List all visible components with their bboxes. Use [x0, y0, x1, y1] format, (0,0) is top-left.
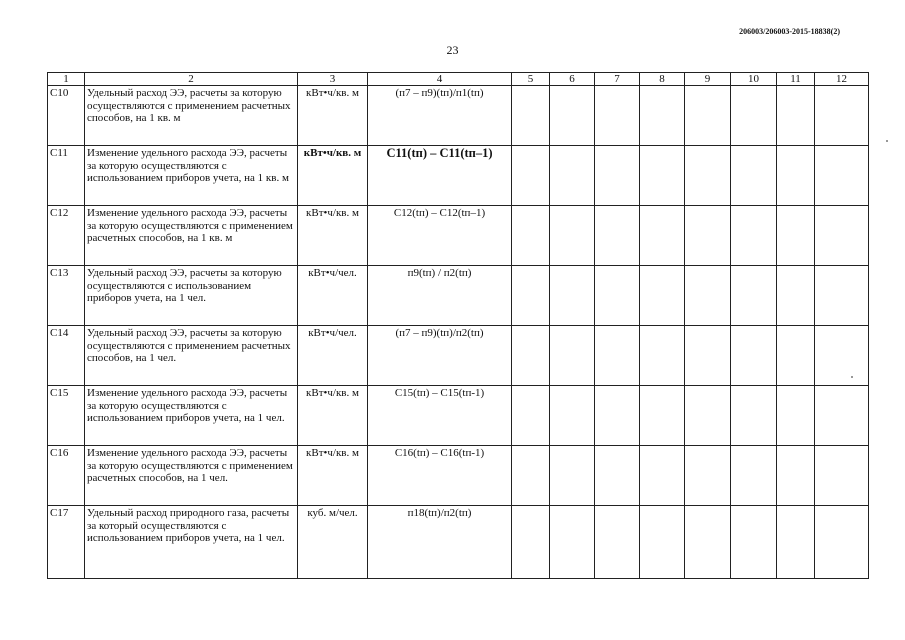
empty-cell: [640, 266, 685, 326]
table-row: [48, 446, 869, 506]
document-id: 206003/206003-2015-18838(2): [739, 27, 840, 36]
row-description: Изменение удельного расхода ЭЭ, расчеты за которую осуществляются с применением расчетных способов, на 1 чел.: [85, 446, 298, 506]
empty-cell: [550, 446, 595, 506]
empty-cell: [640, 386, 685, 446]
empty-cell: [512, 86, 550, 146]
empty-cell: [550, 506, 595, 579]
empty-cell: [512, 326, 550, 386]
row-description: Изменение удельного расхода ЭЭ, расчеты за которую осуществляются с использованием приборов учета, на 1 кв. м: [85, 146, 298, 206]
column-number: 12: [815, 73, 869, 86]
empty-cell: [685, 206, 731, 266]
row-unit: кВт•ч/чел.: [298, 266, 368, 326]
empty-cell: [777, 326, 815, 386]
empty-cell: [512, 446, 550, 506]
empty-cell: [685, 446, 731, 506]
empty-cell: [777, 506, 815, 579]
table-row: [48, 266, 869, 326]
empty-cell: [777, 266, 815, 326]
row-unit: кВт•ч/кв. м: [298, 446, 368, 506]
row-unit: кВт•ч/кв. м: [298, 386, 368, 446]
column-number: 4: [368, 73, 512, 86]
empty-cell: [685, 266, 731, 326]
empty-cell: [777, 206, 815, 266]
empty-cell: [550, 86, 595, 146]
row-code: C11: [48, 146, 85, 206]
empty-cell: [640, 506, 685, 579]
empty-cell: [815, 386, 869, 446]
row-description: Удельный расход ЭЭ, расчеты за которую осуществляются с применением расчетных способов, на 1 кв. м: [85, 86, 298, 146]
empty-cell: [685, 146, 731, 206]
table-row: [48, 86, 869, 146]
empty-cell: [815, 326, 869, 386]
row-formula: (п7 – п9)(tп)/п1(tп): [368, 86, 512, 146]
empty-cell: [595, 86, 640, 146]
row-formula: C12(tп) – C12(tп–1): [368, 206, 512, 266]
empty-cell: [550, 386, 595, 446]
empty-cell: [731, 266, 777, 326]
empty-cell: [731, 446, 777, 506]
empty-cell: [815, 446, 869, 506]
empty-cell: [731, 326, 777, 386]
scan-speck: [886, 140, 888, 142]
empty-cell: [777, 146, 815, 206]
empty-cell: [595, 386, 640, 446]
empty-cell: [640, 326, 685, 386]
table-row: [48, 506, 869, 579]
column-number: 7: [595, 73, 640, 86]
table-row: [48, 326, 869, 386]
empty-cell: [550, 266, 595, 326]
column-number: 9: [685, 73, 731, 86]
row-unit: куб. м/чел.: [298, 506, 368, 579]
row-description: Удельный расход природного газа, расчеты за который осуществляются с использованием приборов учета, на 1 чел.: [85, 506, 298, 579]
empty-cell: [815, 506, 869, 579]
empty-cell: [640, 146, 685, 206]
empty-cell: [595, 266, 640, 326]
column-number: 8: [640, 73, 685, 86]
empty-cell: [595, 146, 640, 206]
empty-cell: [815, 266, 869, 326]
column-number: 5: [512, 73, 550, 86]
empty-cell: [550, 206, 595, 266]
empty-cell: [640, 86, 685, 146]
row-code: C16: [48, 446, 85, 506]
empty-cell: [640, 206, 685, 266]
row-code: C12: [48, 206, 85, 266]
data-table: [47, 72, 869, 579]
empty-cell: [731, 386, 777, 446]
empty-cell: [595, 326, 640, 386]
page-number: 23: [446, 43, 459, 57]
empty-cell: [815, 86, 869, 146]
empty-cell: [731, 206, 777, 266]
row-code: C13: [48, 266, 85, 326]
row-formula: C15(tп) – C15(tп-1): [368, 386, 512, 446]
empty-cell: [777, 86, 815, 146]
row-description: Удельный расход ЭЭ, расчеты за которую осуществляются с применением расчетных способов, на 1 чел.: [85, 326, 298, 386]
empty-cell: [640, 446, 685, 506]
empty-cell: [815, 206, 869, 266]
empty-cell: [685, 86, 731, 146]
empty-cell: [550, 146, 595, 206]
empty-cell: [777, 386, 815, 446]
empty-cell: [685, 386, 731, 446]
column-number: 2: [85, 73, 298, 86]
row-code: C10: [48, 86, 85, 146]
row-formula: C11(tп) – C11(tп–1): [368, 146, 512, 206]
row-formula: (п7 – п9)(tп)/п2(tп): [368, 326, 512, 386]
column-number-row: [48, 73, 869, 86]
empty-cell: [595, 506, 640, 579]
empty-cell: [512, 266, 550, 326]
empty-cell: [512, 146, 550, 206]
empty-cell: [595, 206, 640, 266]
row-code: C14: [48, 326, 85, 386]
column-number: 3: [298, 73, 368, 86]
row-unit: кВт•ч/кв. м: [298, 206, 368, 266]
column-number: 10: [731, 73, 777, 86]
empty-cell: [595, 446, 640, 506]
empty-cell: [550, 326, 595, 386]
row-description: Изменение удельного расхода ЭЭ, расчеты за которую осуществляются с использованием приборов учета, на 1 чел.: [85, 386, 298, 446]
row-formula: C16(tп) – C16(tп-1): [368, 446, 512, 506]
row-code: C17: [48, 506, 85, 579]
empty-cell: [815, 146, 869, 206]
empty-cell: [731, 146, 777, 206]
empty-cell: [777, 446, 815, 506]
empty-cell: [731, 86, 777, 146]
empty-cell: [512, 506, 550, 579]
column-number: 1: [48, 73, 85, 86]
row-description: Изменение удельного расхода ЭЭ, расчеты за которую осуществляются с применением расчетных способов, на 1 кв. м: [85, 206, 298, 266]
table-row: [48, 206, 869, 266]
row-unit: кВт•ч/кв. м: [298, 86, 368, 146]
empty-cell: [731, 506, 777, 579]
column-number: 6: [550, 73, 595, 86]
row-description: Удельный расход ЭЭ, расчеты за которую осуществляются с использованием приборов учета, на 1 чел.: [85, 266, 298, 326]
empty-cell: [512, 206, 550, 266]
row-formula: п9(tп) / п2(tп): [368, 266, 512, 326]
row-code: C15: [48, 386, 85, 446]
row-formula: п18(tп)/п2(tп): [368, 506, 512, 579]
row-unit: кВт•ч/чел.: [298, 326, 368, 386]
scan-speck: [851, 376, 853, 378]
table-row: [48, 146, 869, 206]
empty-cell: [685, 326, 731, 386]
column-number: 11: [777, 73, 815, 86]
empty-cell: [685, 506, 731, 579]
row-unit: кВт•ч/кв. м: [298, 146, 368, 206]
table-row: [48, 386, 869, 446]
empty-cell: [512, 386, 550, 446]
